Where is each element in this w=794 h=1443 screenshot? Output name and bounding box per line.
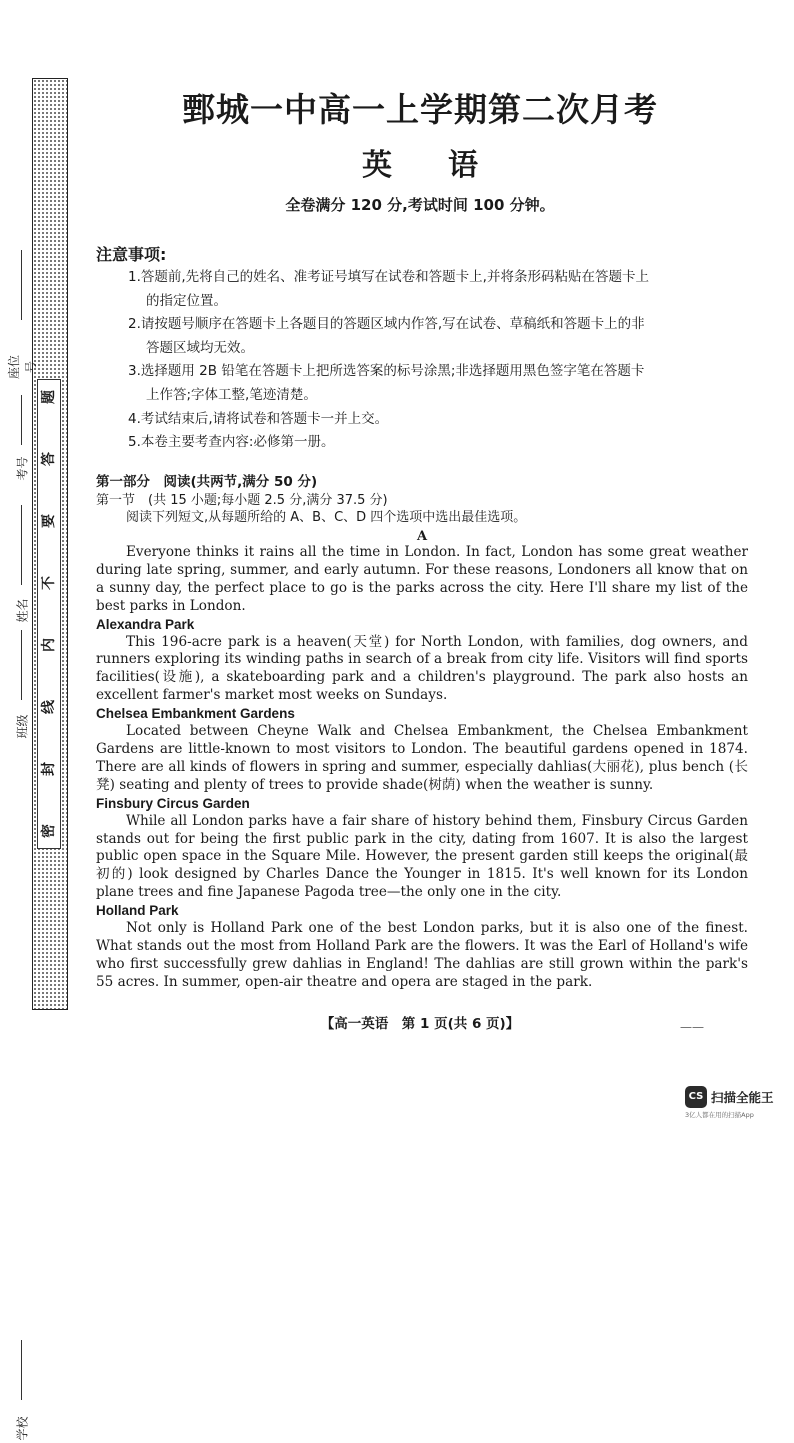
exam-title: 鄄城一中高一上学期第二次月考 <box>182 90 658 129</box>
note-text: 本卷主要考查内容:必修第一册。 <box>140 434 335 451</box>
class-label: 班级 <box>15 714 30 739</box>
note-number: 1. <box>128 269 141 285</box>
footer-dash: —— <box>680 1020 704 1034</box>
binding-strip <box>32 78 68 1010</box>
note-number: 3. <box>128 363 141 380</box>
note-text-cont: 的指定位置。 <box>146 292 227 309</box>
seal-char: 题 <box>41 390 57 404</box>
note-number: 5. <box>128 434 141 451</box>
note-item <box>128 266 753 313</box>
note-text: 请按题号顺序在答题卡上各题目的答题区域内作答,写在试卷、草稿纸和答题卡上的非 <box>140 316 645 333</box>
note-text-cont: 答题区域均无效。 <box>146 339 254 356</box>
park-heading: Alexandra Park <box>96 616 195 632</box>
park-heading: Holland Park <box>96 903 179 919</box>
side-fields <box>7 250 38 1441</box>
note-text: 答题前,先将自己的姓名、准考证号填写在试卷和答题卡上,并将条形码粘贴在答题卡上 <box>140 269 649 285</box>
exam-number-line <box>21 395 22 445</box>
seat-number-line <box>21 250 22 320</box>
notes-list <box>128 266 753 455</box>
seal-char: 内 <box>41 638 57 652</box>
seat-number-label: 座位号 <box>7 355 38 380</box>
passage-letter: A <box>416 529 428 544</box>
seal-char: 封 <box>41 762 57 776</box>
seal-char: 线 <box>41 700 57 714</box>
seal-char: 答 <box>41 452 57 466</box>
seal-char: 不 <box>41 576 57 590</box>
school-label: 学校 <box>15 1416 30 1441</box>
page-footer: 【高一英语 第 1 页(共 6 页)】 <box>320 1016 520 1032</box>
subject-title: 英语 <box>362 148 534 183</box>
park-paragraph: Located between Cheyne Walk and Chelsea Embankment, the Chelsea Embankment Gardens are little-known to most visitors to London. The beautiful gardens opened in 1874. There are all kinds of flowers in spring and summer, especially dahlias(大丽花), plus bench (长凳) seating and plenty of trees to provide shade(树荫) when the weather is sunny. <box>96 723 748 793</box>
name-label: 姓名 <box>15 598 30 623</box>
park-paragraph: Not only is Holland Park one of the best London parks, but it is also one of the finest. What stands out the most from Holland Park are the flowers. It was the Earl of Holland's wife who first successfully grew dahlias in England! The dahlias are still grown within the park's 55 acres. In summer, open-air theatre and opera are staged in the park. <box>96 920 748 990</box>
note-item <box>128 408 753 432</box>
name-line <box>21 505 22 585</box>
instruction: 阅读下列短文,从每题所给的 A、B、C、D 四个选项中选出最佳选项。 <box>126 510 527 525</box>
notes-heading: 注意事项: <box>96 245 167 264</box>
note-item <box>128 360 753 407</box>
school-line <box>21 1340 22 1400</box>
part-heading: 第一部分 阅读(共两节,满分 50 分) <box>96 474 318 490</box>
note-text: 选择题用 2B 铅笔在答题卡上把所选答案的标号涂黑;非选择题用黑色签字笔在答题卡 <box>140 363 645 380</box>
section-heading: 第一节 (共 15 小题;每小题 2.5 分,满分 37.5 分) <box>96 493 388 508</box>
seal-line-box <box>37 379 61 849</box>
note-item <box>128 431 753 455</box>
reading-section <box>96 474 748 992</box>
park-paragraph: This 196-acre park is a heaven(天堂) for North London, with families, dog owners, and runners exploring its winding paths in search of a break from city life. Visitors will find sports facilities(设施), a skateboarding park and a children's playground. The park also hosts an excellent farmer's market most weeks on Sundays. <box>96 633 748 704</box>
park-paragraph: While all London parks have a fair share of history behind them, Finsbury Circus Garden stands out for being the first public park in the city, dating from 1607. It is also the largest public open space in the Square Mile. However, the present garden still keeps the original(最初的) look designed by Charles Dance the Younger in 1815. It's well known for its London plane trees and fine Japanese Pagoda tree—the only one in the city. <box>96 812 748 901</box>
exam-number-label: 考号 <box>15 456 30 481</box>
note-text-cont: 上作答;字体工整,笔迹清楚。 <box>146 386 317 403</box>
note-item <box>128 313 753 360</box>
watermark-subtitle: 3亿人都在用的扫描App <box>685 1111 754 1119</box>
class-line <box>21 630 22 700</box>
park-heading: Chelsea Embankment Gardens <box>96 706 295 722</box>
park-heading: Finsbury Circus Garden <box>96 795 250 811</box>
scanner-watermark <box>685 1086 785 1118</box>
seal-char: 要 <box>41 514 57 528</box>
school-field[interactable] <box>14 820 30 1441</box>
note-number: 2. <box>128 316 141 333</box>
watermark-name: 扫描全能王 <box>711 1090 774 1105</box>
intro-paragraph: Everyone thinks it rains all the time in London. In fact, London has some great weather during late spring, summer, and early autumn. For these reasons, Londoners all know that on a sunny day, the perfect place to go is the parks across the city. Here I'll share my list of the best parks in London. <box>96 544 748 614</box>
note-text: 考试结束后,请将试卷和答题卡一并上交。 <box>140 410 389 427</box>
note-number: 4. <box>128 410 141 427</box>
score-line: 全卷满分 120 分,考试时间 100 分钟。 <box>285 196 555 214</box>
camscanner-logo-icon: CS <box>685 1086 707 1108</box>
seal-char: 密 <box>41 824 57 838</box>
seat-number-field[interactable] <box>7 250 38 380</box>
